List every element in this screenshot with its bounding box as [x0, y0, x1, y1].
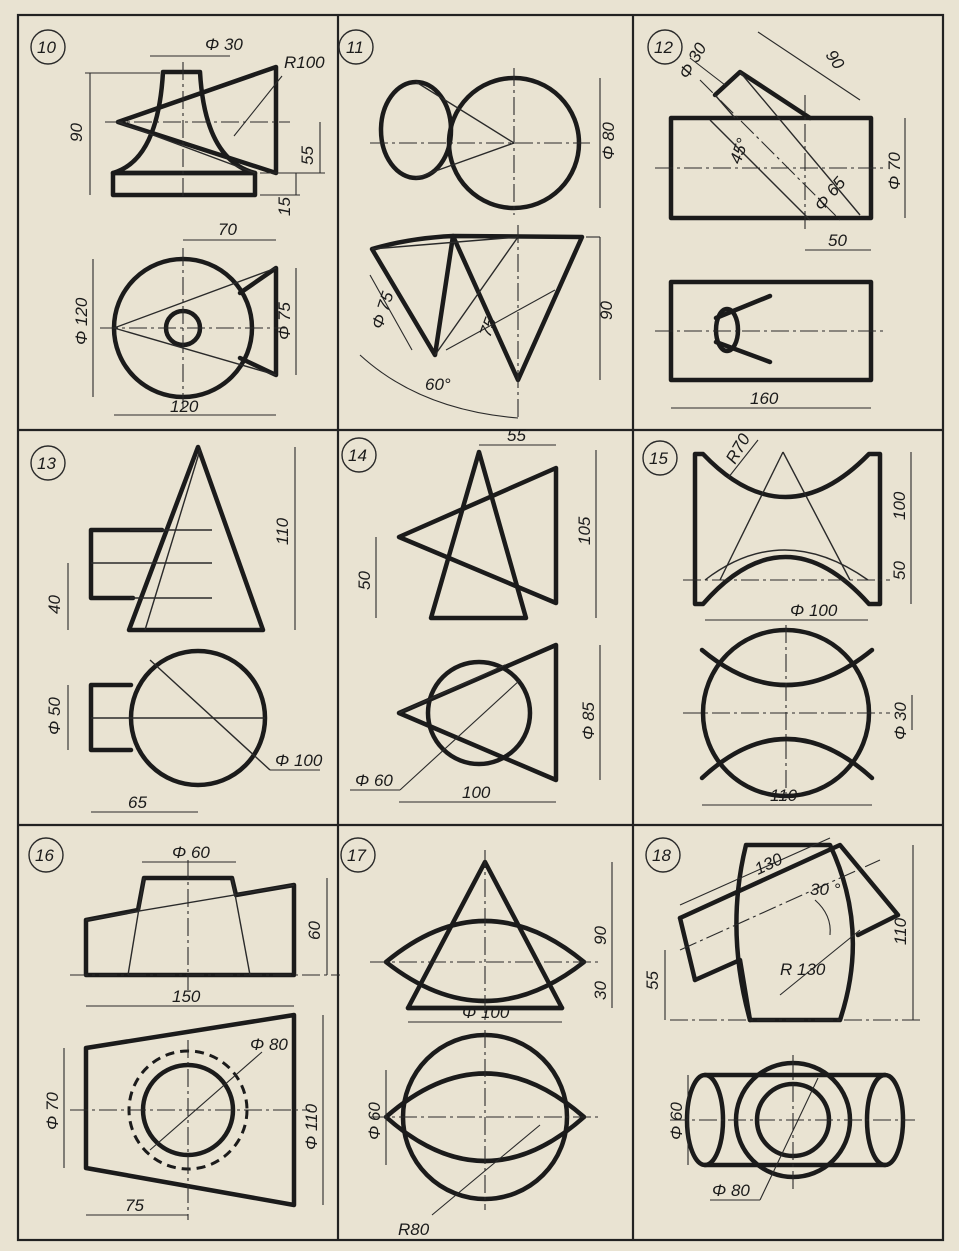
- svg-text:90: 90: [821, 46, 849, 73]
- svg-text:Φ 60: Φ 60: [667, 1102, 686, 1140]
- svg-text:Φ 60: Φ 60: [172, 843, 210, 862]
- svg-text:14: 14: [348, 446, 367, 465]
- figure-12-top-view: [655, 282, 885, 408]
- svg-text:70: 70: [218, 220, 237, 239]
- svg-text:100: 100: [890, 491, 909, 520]
- panel-number-14: [342, 438, 376, 472]
- svg-text:Φ 60: Φ 60: [355, 771, 393, 790]
- svg-text:Φ 50: Φ 50: [45, 697, 64, 735]
- svg-text:30 °: 30 °: [810, 880, 841, 899]
- figure-18-top-view: [667, 1055, 915, 1200]
- svg-text:Φ 110: Φ 110: [302, 1103, 321, 1150]
- panel-number-18: [646, 838, 680, 872]
- svg-text:17: 17: [347, 846, 366, 865]
- svg-text:Φ 100: Φ 100: [790, 601, 838, 620]
- svg-text:Φ 75: Φ 75: [275, 302, 294, 340]
- svg-text:Φ 65: Φ 65: [810, 173, 850, 215]
- svg-text:11: 11: [346, 38, 364, 57]
- svg-text:75: 75: [475, 315, 501, 340]
- figure-14-top-view: [350, 645, 600, 802]
- figure-13-front-view: [45, 447, 295, 630]
- svg-text:60: 60: [305, 921, 324, 940]
- svg-text:Φ 30: Φ 30: [675, 39, 711, 82]
- svg-text:100: 100: [462, 783, 491, 802]
- svg-text:10: 10: [37, 38, 56, 57]
- svg-text:50: 50: [828, 231, 847, 250]
- svg-text:Φ 75: Φ 75: [367, 289, 398, 332]
- svg-text:110: 110: [273, 517, 292, 545]
- svg-text:R80: R80: [398, 1220, 430, 1239]
- svg-text:110: 110: [891, 917, 910, 945]
- svg-text:50: 50: [355, 571, 374, 590]
- figure-16-top-view: [43, 987, 323, 1220]
- figure-16-front-view: [70, 843, 340, 990]
- svg-text:50: 50: [890, 561, 909, 580]
- svg-text:105: 105: [575, 516, 594, 545]
- svg-text:Φ 80: Φ 80: [599, 122, 618, 160]
- figure-13-top-view: [45, 651, 323, 812]
- svg-text:90: 90: [67, 123, 86, 142]
- svg-text:55: 55: [507, 426, 526, 445]
- figure-10-top-dimensions: [72, 220, 296, 416]
- svg-text:15: 15: [649, 449, 668, 468]
- figure-17-front-view: [370, 850, 612, 1022]
- svg-text:65: 65: [128, 793, 147, 812]
- svg-text:Φ 30: Φ 30: [891, 702, 910, 740]
- figure-11-front-view: [370, 68, 618, 215]
- svg-text:150: 150: [172, 987, 201, 1006]
- svg-text:12: 12: [654, 38, 673, 57]
- svg-text:Φ 60: Φ 60: [365, 1102, 384, 1140]
- panel-number-12: [648, 30, 682, 64]
- svg-text:R100: R100: [284, 53, 325, 72]
- svg-text:Φ 30: Φ 30: [205, 35, 243, 54]
- figure-18-front-view: [643, 838, 920, 1020]
- svg-text:60°: 60°: [425, 375, 451, 394]
- figure-10-front-dimensions: [67, 35, 325, 216]
- svg-text:Φ 100: Φ 100: [275, 751, 323, 770]
- svg-text:55: 55: [298, 146, 317, 165]
- svg-text:90: 90: [591, 926, 610, 945]
- figure-17-top-view: [365, 1030, 600, 1239]
- svg-text:16: 16: [35, 846, 54, 865]
- figure-15-top-view: [683, 625, 912, 805]
- svg-text:110: 110: [770, 786, 798, 805]
- panel-number-10: [31, 30, 65, 64]
- svg-text:90: 90: [597, 301, 616, 320]
- panel-number-11: [339, 30, 373, 64]
- svg-text:120: 120: [170, 397, 199, 416]
- panel-number-16: [29, 838, 63, 872]
- svg-text:Φ 70: Φ 70: [885, 152, 904, 190]
- panel-number-17: [341, 838, 375, 872]
- svg-text:13: 13: [37, 454, 56, 473]
- svg-text:Φ 80: Φ 80: [712, 1181, 750, 1200]
- svg-text:Φ 80: Φ 80: [250, 1035, 288, 1054]
- svg-text:R 130: R 130: [780, 960, 826, 979]
- svg-text:18: 18: [652, 846, 671, 865]
- figure-12-front-view: [655, 32, 905, 250]
- svg-text:130: 130: [751, 849, 786, 879]
- figure-14-front-view: [355, 426, 596, 618]
- panel-number-15: [643, 441, 677, 475]
- svg-text:45°: 45°: [725, 135, 753, 167]
- svg-text:Φ 100: Φ 100: [462, 1003, 510, 1022]
- svg-text:Φ 120: Φ 120: [72, 297, 91, 345]
- svg-text:15: 15: [275, 197, 294, 216]
- figure-11-side-view: [360, 225, 616, 420]
- svg-text:30: 30: [591, 981, 610, 1000]
- svg-text:55: 55: [643, 971, 662, 990]
- svg-text:Φ 70: Φ 70: [43, 1092, 62, 1130]
- panel-number-13: [31, 446, 65, 480]
- figure-10-front-view: [105, 62, 290, 200]
- figure-10-top-view: [100, 248, 285, 408]
- svg-text:160: 160: [750, 389, 779, 408]
- svg-text:40: 40: [45, 595, 64, 614]
- svg-text:Φ 85: Φ 85: [579, 702, 598, 740]
- svg-text:75: 75: [125, 1196, 144, 1215]
- figure-15-front-view: [683, 430, 911, 620]
- svg-text:R70: R70: [722, 430, 755, 467]
